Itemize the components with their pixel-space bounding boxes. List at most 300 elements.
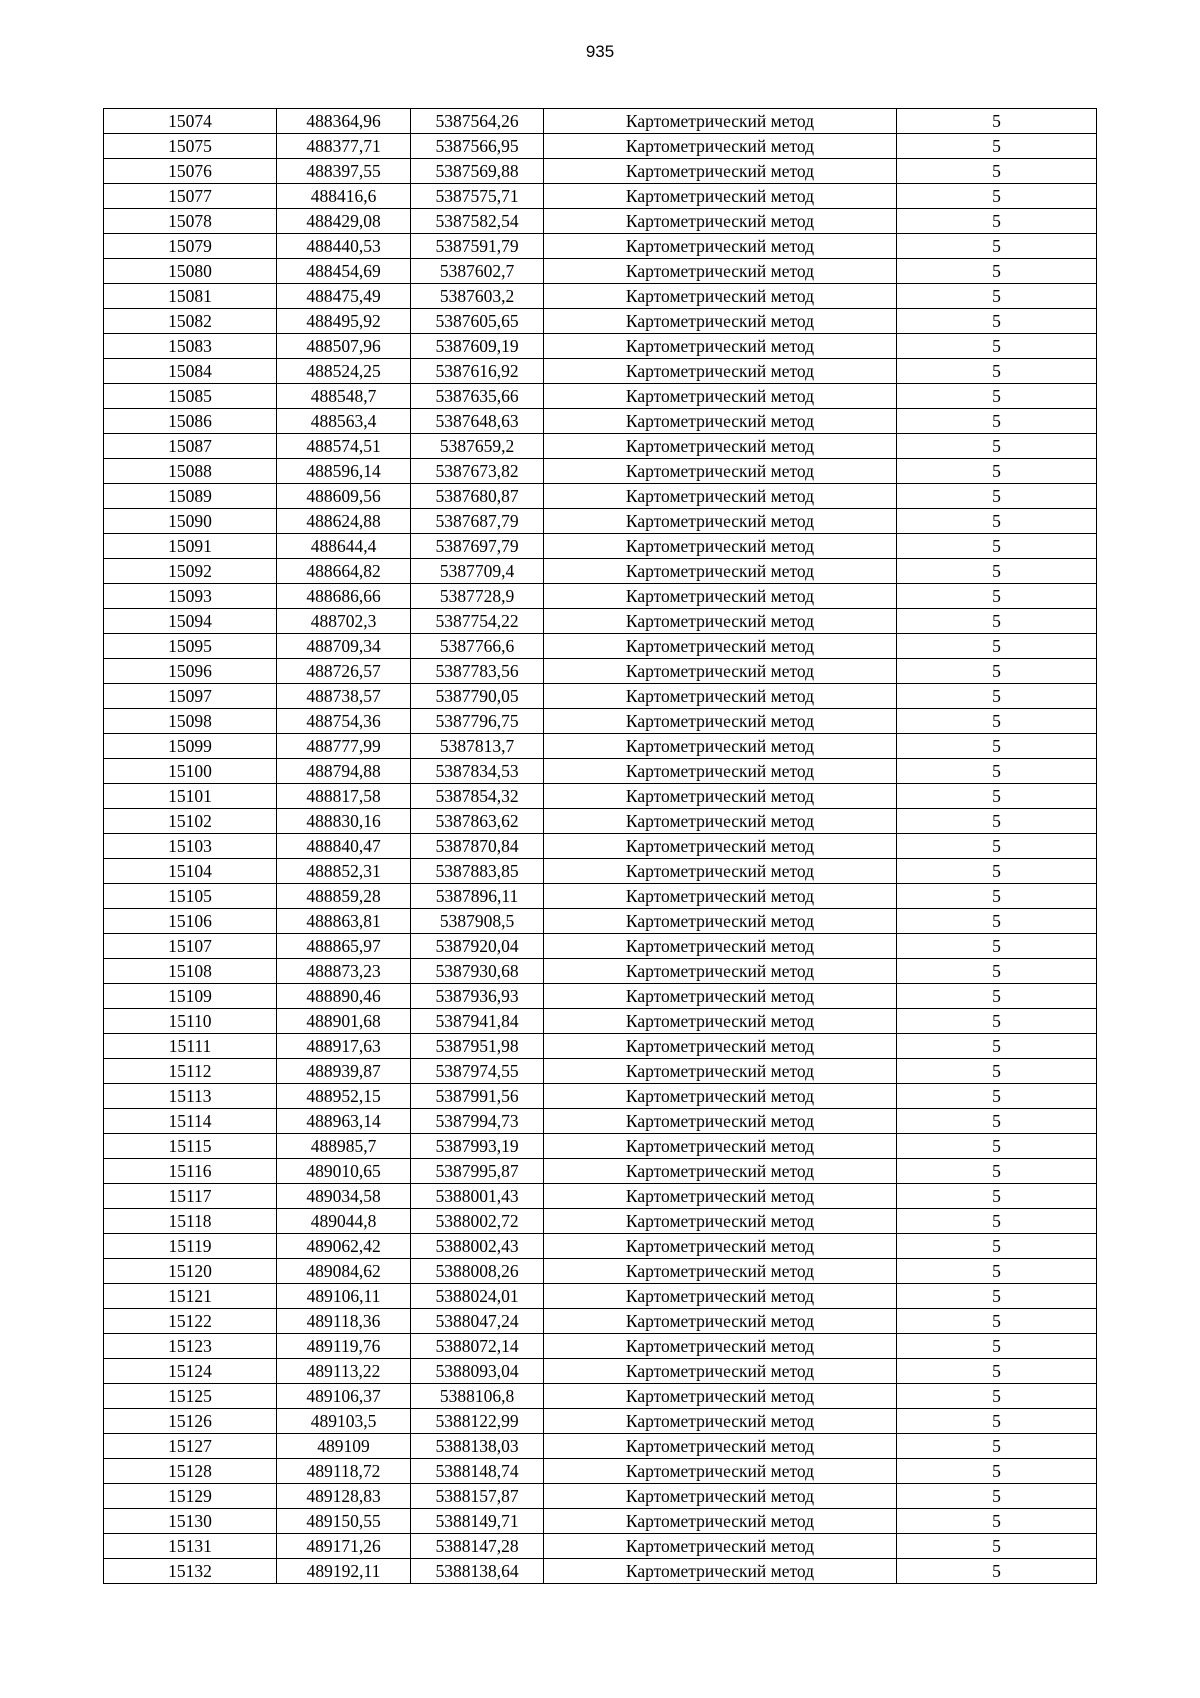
y-coordinate-cell: 5387582,54 — [411, 209, 544, 234]
y-coordinate-cell: 5387854,32 — [411, 784, 544, 809]
point-number-cell: 15085 — [104, 384, 277, 409]
accuracy-cell: 5 — [897, 1484, 1097, 1509]
x-coordinate-cell: 488563,4 — [277, 409, 411, 434]
accuracy-cell: 5 — [897, 1209, 1097, 1234]
method-cell: Картометрический метод — [544, 434, 897, 459]
point-number-cell: 15090 — [104, 509, 277, 534]
point-number-cell: 15116 — [104, 1159, 277, 1184]
method-cell: Картометрический метод — [544, 1084, 897, 1109]
point-number-cell: 15082 — [104, 309, 277, 334]
table-row — [104, 584, 1097, 609]
y-coordinate-cell: 5387991,56 — [411, 1084, 544, 1109]
method-cell: Картометрический метод — [544, 359, 897, 384]
method-cell: Картометрический метод — [544, 909, 897, 934]
x-coordinate-cell: 488574,51 — [277, 434, 411, 459]
point-number-cell: 15121 — [104, 1284, 277, 1309]
point-number-cell: 15119 — [104, 1234, 277, 1259]
method-cell: Картометрический метод — [544, 534, 897, 559]
x-coordinate-cell: 489118,36 — [277, 1309, 411, 1334]
accuracy-cell: 5 — [897, 1084, 1097, 1109]
table-row — [104, 1334, 1097, 1359]
y-coordinate-cell: 5388002,72 — [411, 1209, 544, 1234]
table-row — [104, 134, 1097, 159]
table-row — [104, 759, 1097, 784]
method-cell: Картометрический метод — [544, 1209, 897, 1234]
point-number-cell: 15123 — [104, 1334, 277, 1359]
y-coordinate-cell: 5388122,99 — [411, 1409, 544, 1434]
y-coordinate-cell: 5387591,79 — [411, 234, 544, 259]
y-coordinate-cell: 5387951,98 — [411, 1034, 544, 1059]
point-number-cell: 15075 — [104, 134, 277, 159]
x-coordinate-cell: 488863,81 — [277, 909, 411, 934]
accuracy-cell: 5 — [897, 1184, 1097, 1209]
page-number: 935 — [585, 42, 615, 61]
accuracy-cell: 5 — [897, 259, 1097, 284]
y-coordinate-cell: 5387564,26 — [411, 109, 544, 134]
table-row — [104, 959, 1097, 984]
method-cell: Картометрический метод — [544, 634, 897, 659]
accuracy-cell: 5 — [897, 1359, 1097, 1384]
point-number-cell: 15118 — [104, 1209, 277, 1234]
point-number-cell: 15089 — [104, 484, 277, 509]
accuracy-cell: 5 — [897, 559, 1097, 584]
accuracy-cell: 5 — [897, 1409, 1097, 1434]
y-coordinate-cell: 5388147,28 — [411, 1534, 544, 1559]
point-number-cell: 15128 — [104, 1459, 277, 1484]
method-cell: Картометрический метод — [544, 1409, 897, 1434]
table-row — [104, 409, 1097, 434]
method-cell: Картометрический метод — [544, 1109, 897, 1134]
accuracy-cell: 5 — [897, 1259, 1097, 1284]
table-row — [104, 684, 1097, 709]
method-cell: Картометрический метод — [544, 659, 897, 684]
x-coordinate-cell: 488624,88 — [277, 509, 411, 534]
table-row — [104, 334, 1097, 359]
point-number-cell: 15131 — [104, 1534, 277, 1559]
method-cell: Картометрический метод — [544, 1309, 897, 1334]
point-number-cell: 15107 — [104, 934, 277, 959]
table-row — [104, 259, 1097, 284]
y-coordinate-cell: 5388072,14 — [411, 1334, 544, 1359]
x-coordinate-cell: 489103,5 — [277, 1409, 411, 1434]
accuracy-cell: 5 — [897, 184, 1097, 209]
y-coordinate-cell: 5387796,75 — [411, 709, 544, 734]
accuracy-cell: 5 — [897, 434, 1097, 459]
accuracy-cell: 5 — [897, 809, 1097, 834]
y-coordinate-cell: 5388024,01 — [411, 1284, 544, 1309]
x-coordinate-cell: 488754,36 — [277, 709, 411, 734]
point-number-cell: 15110 — [104, 1009, 277, 1034]
y-coordinate-cell: 5387994,73 — [411, 1109, 544, 1134]
point-number-cell: 15079 — [104, 234, 277, 259]
table-row — [104, 1009, 1097, 1034]
x-coordinate-cell: 488644,4 — [277, 534, 411, 559]
method-cell: Картометрический метод — [544, 109, 897, 134]
point-number-cell: 15126 — [104, 1409, 277, 1434]
accuracy-cell: 5 — [897, 484, 1097, 509]
y-coordinate-cell: 5387995,87 — [411, 1159, 544, 1184]
point-number-cell: 15083 — [104, 334, 277, 359]
y-coordinate-cell: 5387920,04 — [411, 934, 544, 959]
accuracy-cell: 5 — [897, 634, 1097, 659]
table-row — [104, 1284, 1097, 1309]
accuracy-cell: 5 — [897, 909, 1097, 934]
accuracy-cell: 5 — [897, 1534, 1097, 1559]
point-number-cell: 15124 — [104, 1359, 277, 1384]
x-coordinate-cell: 489118,72 — [277, 1459, 411, 1484]
accuracy-cell: 5 — [897, 1009, 1097, 1034]
table-row — [104, 109, 1097, 134]
x-coordinate-cell: 488686,66 — [277, 584, 411, 609]
y-coordinate-cell: 5387648,63 — [411, 409, 544, 434]
method-cell: Картометрический метод — [544, 759, 897, 784]
table-row — [104, 809, 1097, 834]
method-cell: Картометрический метод — [544, 1434, 897, 1459]
x-coordinate-cell: 488859,28 — [277, 884, 411, 909]
method-cell: Картометрический метод — [544, 1534, 897, 1559]
method-cell: Картометрический метод — [544, 1009, 897, 1034]
table-row — [104, 1109, 1097, 1134]
y-coordinate-cell: 5387930,68 — [411, 959, 544, 984]
point-number-cell: 15092 — [104, 559, 277, 584]
method-cell: Картометрический метод — [544, 1134, 897, 1159]
y-coordinate-cell: 5387834,53 — [411, 759, 544, 784]
x-coordinate-cell: 488939,87 — [277, 1059, 411, 1084]
method-cell: Картометрический метод — [544, 1384, 897, 1409]
table-row — [104, 1484, 1097, 1509]
y-coordinate-cell: 5387673,82 — [411, 459, 544, 484]
point-number-cell: 15109 — [104, 984, 277, 1009]
y-coordinate-cell: 5387813,7 — [411, 734, 544, 759]
accuracy-cell: 5 — [897, 359, 1097, 384]
x-coordinate-cell: 488840,47 — [277, 834, 411, 859]
table-row — [104, 1309, 1097, 1334]
y-coordinate-cell: 5387790,05 — [411, 684, 544, 709]
method-cell: Картометрический метод — [544, 1559, 897, 1584]
accuracy-cell: 5 — [897, 234, 1097, 259]
method-cell: Картометрический метод — [544, 859, 897, 884]
method-cell: Картометрический метод — [544, 334, 897, 359]
table-row — [104, 909, 1097, 934]
table-row — [104, 1259, 1097, 1284]
y-coordinate-cell: 5387870,84 — [411, 834, 544, 859]
point-number-cell: 15103 — [104, 834, 277, 859]
table-row — [104, 709, 1097, 734]
x-coordinate-cell: 489113,22 — [277, 1359, 411, 1384]
table-row — [104, 184, 1097, 209]
point-number-cell: 15098 — [104, 709, 277, 734]
table-row — [104, 159, 1097, 184]
x-coordinate-cell: 488440,53 — [277, 234, 411, 259]
point-number-cell: 15104 — [104, 859, 277, 884]
accuracy-cell: 5 — [897, 709, 1097, 734]
table-row — [104, 1059, 1097, 1084]
accuracy-cell: 5 — [897, 1059, 1097, 1084]
y-coordinate-cell: 5388093,04 — [411, 1359, 544, 1384]
table-row — [104, 1409, 1097, 1434]
method-cell: Картометрический метод — [544, 559, 897, 584]
table-row — [104, 884, 1097, 909]
y-coordinate-cell: 5387602,7 — [411, 259, 544, 284]
table-row — [104, 534, 1097, 559]
method-cell: Картометрический метод — [544, 1284, 897, 1309]
point-number-cell: 15096 — [104, 659, 277, 684]
method-cell: Картометрический метод — [544, 1359, 897, 1384]
accuracy-cell: 5 — [897, 1159, 1097, 1184]
table-row — [104, 1034, 1097, 1059]
method-cell: Картометрический метод — [544, 1059, 897, 1084]
point-number-cell: 15093 — [104, 584, 277, 609]
table-row — [104, 234, 1097, 259]
table-row — [104, 1159, 1097, 1184]
point-number-cell: 15074 — [104, 109, 277, 134]
table-row — [104, 1184, 1097, 1209]
method-cell: Картометрический метод — [544, 784, 897, 809]
accuracy-cell: 5 — [897, 1134, 1097, 1159]
x-coordinate-cell: 488495,92 — [277, 309, 411, 334]
y-coordinate-cell: 5387908,5 — [411, 909, 544, 934]
y-coordinate-cell: 5387616,92 — [411, 359, 544, 384]
accuracy-cell: 5 — [897, 1459, 1097, 1484]
point-number-cell: 15100 — [104, 759, 277, 784]
y-coordinate-cell: 5388047,24 — [411, 1309, 544, 1334]
method-cell: Картометрический метод — [544, 684, 897, 709]
x-coordinate-cell: 488454,69 — [277, 259, 411, 284]
point-number-cell: 15077 — [104, 184, 277, 209]
y-coordinate-cell: 5387687,79 — [411, 509, 544, 534]
x-coordinate-cell: 488364,96 — [277, 109, 411, 134]
method-cell: Картометрический метод — [544, 1459, 897, 1484]
accuracy-cell: 5 — [897, 1509, 1097, 1534]
x-coordinate-cell: 488524,25 — [277, 359, 411, 384]
table-row — [104, 559, 1097, 584]
point-number-cell: 15114 — [104, 1109, 277, 1134]
point-number-cell: 15087 — [104, 434, 277, 459]
accuracy-cell: 5 — [897, 1334, 1097, 1359]
accuracy-cell: 5 — [897, 1434, 1097, 1459]
x-coordinate-cell: 489106,37 — [277, 1384, 411, 1409]
y-coordinate-cell: 5387993,19 — [411, 1134, 544, 1159]
x-coordinate-cell: 488890,46 — [277, 984, 411, 1009]
y-coordinate-cell: 5387605,65 — [411, 309, 544, 334]
method-cell: Картометрический метод — [544, 984, 897, 1009]
y-coordinate-cell: 5387659,2 — [411, 434, 544, 459]
y-coordinate-cell: 5387603,2 — [411, 284, 544, 309]
method-cell: Картометрический метод — [544, 484, 897, 509]
method-cell: Картометрический метод — [544, 734, 897, 759]
point-number-cell: 15097 — [104, 684, 277, 709]
method-cell: Картометрический метод — [544, 184, 897, 209]
method-cell: Картометрический метод — [544, 709, 897, 734]
y-coordinate-cell: 5388148,74 — [411, 1459, 544, 1484]
method-cell: Картометрический метод — [544, 234, 897, 259]
point-number-cell: 15130 — [104, 1509, 277, 1534]
point-number-cell: 15132 — [104, 1559, 277, 1584]
x-coordinate-cell: 488963,14 — [277, 1109, 411, 1134]
y-coordinate-cell: 5387754,22 — [411, 609, 544, 634]
point-number-cell: 15120 — [104, 1259, 277, 1284]
accuracy-cell: 5 — [897, 759, 1097, 784]
accuracy-cell: 5 — [897, 884, 1097, 909]
x-coordinate-cell: 488596,14 — [277, 459, 411, 484]
y-coordinate-cell: 5387575,71 — [411, 184, 544, 209]
method-cell: Картометрический метод — [544, 309, 897, 334]
x-coordinate-cell: 488865,97 — [277, 934, 411, 959]
x-coordinate-cell: 488609,56 — [277, 484, 411, 509]
x-coordinate-cell: 488777,99 — [277, 734, 411, 759]
y-coordinate-cell: 5387697,79 — [411, 534, 544, 559]
point-number-cell: 15102 — [104, 809, 277, 834]
method-cell: Картометрический метод — [544, 209, 897, 234]
accuracy-cell: 5 — [897, 659, 1097, 684]
y-coordinate-cell: 5387974,55 — [411, 1059, 544, 1084]
accuracy-cell: 5 — [897, 734, 1097, 759]
x-coordinate-cell: 488852,31 — [277, 859, 411, 884]
y-coordinate-cell: 5388138,64 — [411, 1559, 544, 1584]
table-row — [104, 934, 1097, 959]
point-number-cell: 15129 — [104, 1484, 277, 1509]
point-number-cell: 15081 — [104, 284, 277, 309]
accuracy-cell: 5 — [897, 284, 1097, 309]
x-coordinate-cell: 488901,68 — [277, 1009, 411, 1034]
x-coordinate-cell: 489010,65 — [277, 1159, 411, 1184]
y-coordinate-cell: 5388149,71 — [411, 1509, 544, 1534]
x-coordinate-cell: 489150,55 — [277, 1509, 411, 1534]
method-cell: Картометрический метод — [544, 584, 897, 609]
accuracy-cell: 5 — [897, 934, 1097, 959]
y-coordinate-cell: 5387609,19 — [411, 334, 544, 359]
accuracy-cell: 5 — [897, 309, 1097, 334]
method-cell: Картометрический метод — [544, 1184, 897, 1209]
method-cell: Картометрический метод — [544, 409, 897, 434]
accuracy-cell: 5 — [897, 109, 1097, 134]
accuracy-cell: 5 — [897, 1284, 1097, 1309]
x-coordinate-cell: 489119,76 — [277, 1334, 411, 1359]
x-coordinate-cell: 489192,11 — [277, 1559, 411, 1584]
point-number-cell: 15105 — [104, 884, 277, 909]
table-row — [104, 1534, 1097, 1559]
accuracy-cell: 5 — [897, 784, 1097, 809]
method-cell: Картометрический метод — [544, 134, 897, 159]
point-number-cell: 15095 — [104, 634, 277, 659]
y-coordinate-cell: 5387709,4 — [411, 559, 544, 584]
method-cell: Картометрический метод — [544, 1259, 897, 1284]
accuracy-cell: 5 — [897, 459, 1097, 484]
point-number-cell: 15101 — [104, 784, 277, 809]
table-row — [104, 1509, 1097, 1534]
method-cell: Картометрический метод — [544, 384, 897, 409]
x-coordinate-cell: 488817,58 — [277, 784, 411, 809]
point-number-cell: 15117 — [104, 1184, 277, 1209]
table-row — [104, 984, 1097, 1009]
table-row — [104, 1384, 1097, 1409]
x-coordinate-cell: 488507,96 — [277, 334, 411, 359]
table-row — [104, 209, 1097, 234]
y-coordinate-cell: 5387883,85 — [411, 859, 544, 884]
method-cell: Картометрический метод — [544, 1509, 897, 1534]
x-coordinate-cell: 488702,3 — [277, 609, 411, 634]
method-cell: Картометрический метод — [544, 459, 897, 484]
accuracy-cell: 5 — [897, 409, 1097, 434]
accuracy-cell: 5 — [897, 684, 1097, 709]
accuracy-cell: 5 — [897, 984, 1097, 1009]
table-row — [104, 459, 1097, 484]
accuracy-cell: 5 — [897, 134, 1097, 159]
method-cell: Картометрический метод — [544, 834, 897, 859]
table-row — [104, 1559, 1097, 1584]
x-coordinate-cell: 488377,71 — [277, 134, 411, 159]
point-number-cell: 15111 — [104, 1034, 277, 1059]
y-coordinate-cell: 5387569,88 — [411, 159, 544, 184]
point-number-cell: 15091 — [104, 534, 277, 559]
y-coordinate-cell: 5387566,95 — [411, 134, 544, 159]
x-coordinate-cell: 488873,23 — [277, 959, 411, 984]
accuracy-cell: 5 — [897, 834, 1097, 859]
method-cell: Картометрический метод — [544, 959, 897, 984]
table-row — [104, 784, 1097, 809]
accuracy-cell: 5 — [897, 534, 1097, 559]
x-coordinate-cell: 489034,58 — [277, 1184, 411, 1209]
point-number-cell: 15113 — [104, 1084, 277, 1109]
x-coordinate-cell: 489062,42 — [277, 1234, 411, 1259]
accuracy-cell: 5 — [897, 1309, 1097, 1334]
x-coordinate-cell: 488397,55 — [277, 159, 411, 184]
method-cell: Картометрический метод — [544, 1334, 897, 1359]
accuracy-cell: 5 — [897, 959, 1097, 984]
table-row — [104, 284, 1097, 309]
y-coordinate-cell: 5387635,66 — [411, 384, 544, 409]
accuracy-cell: 5 — [897, 509, 1097, 534]
point-number-cell: 15127 — [104, 1434, 277, 1459]
table-row — [104, 634, 1097, 659]
x-coordinate-cell: 489084,62 — [277, 1259, 411, 1284]
point-number-cell: 15112 — [104, 1059, 277, 1084]
table-row — [104, 509, 1097, 534]
x-coordinate-cell: 488475,49 — [277, 284, 411, 309]
x-coordinate-cell: 488664,82 — [277, 559, 411, 584]
y-coordinate-cell: 5388106,8 — [411, 1384, 544, 1409]
table-row — [104, 434, 1097, 459]
x-coordinate-cell: 489128,83 — [277, 1484, 411, 1509]
y-coordinate-cell: 5387936,93 — [411, 984, 544, 1009]
x-coordinate-cell: 489106,11 — [277, 1284, 411, 1309]
y-coordinate-cell: 5388008,26 — [411, 1259, 544, 1284]
x-coordinate-cell: 488738,57 — [277, 684, 411, 709]
method-cell: Картометрический метод — [544, 1034, 897, 1059]
accuracy-cell: 5 — [897, 1109, 1097, 1134]
accuracy-cell: 5 — [897, 159, 1097, 184]
y-coordinate-cell: 5388002,43 — [411, 1234, 544, 1259]
x-coordinate-cell: 488952,15 — [277, 1084, 411, 1109]
method-cell: Картометрический метод — [544, 884, 897, 909]
y-coordinate-cell: 5387896,11 — [411, 884, 544, 909]
y-coordinate-cell: 5388157,87 — [411, 1484, 544, 1509]
x-coordinate-cell: 488416,6 — [277, 184, 411, 209]
accuracy-cell: 5 — [897, 209, 1097, 234]
point-number-cell: 15076 — [104, 159, 277, 184]
x-coordinate-cell: 488830,16 — [277, 809, 411, 834]
method-cell: Картометрический метод — [544, 609, 897, 634]
y-coordinate-cell: 5387783,56 — [411, 659, 544, 684]
x-coordinate-cell: 489044,8 — [277, 1209, 411, 1234]
point-number-cell: 15088 — [104, 459, 277, 484]
method-cell: Картометрический метод — [544, 284, 897, 309]
point-number-cell: 15099 — [104, 734, 277, 759]
x-coordinate-cell: 488917,63 — [277, 1034, 411, 1059]
table-row — [104, 859, 1097, 884]
y-coordinate-cell: 5387863,62 — [411, 809, 544, 834]
accuracy-cell: 5 — [897, 1559, 1097, 1584]
